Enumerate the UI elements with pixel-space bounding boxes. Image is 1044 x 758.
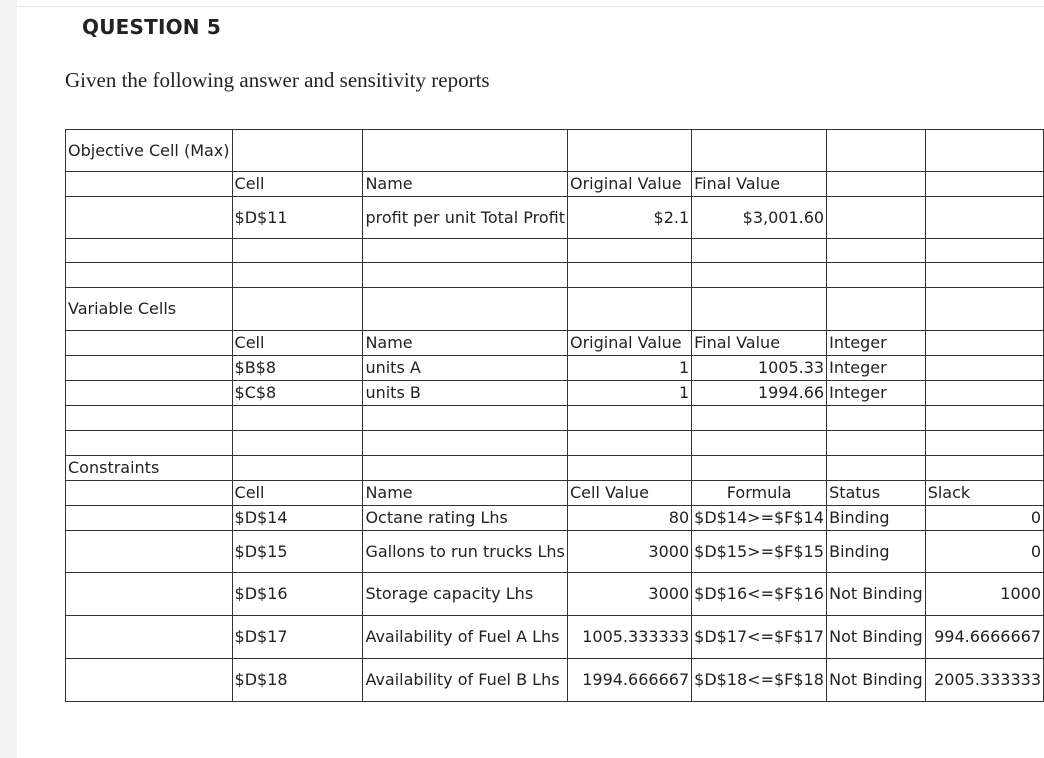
variable-final: 1994.66 bbox=[692, 381, 827, 406]
constraint-name: Octane rating Lhs bbox=[363, 506, 568, 531]
constraint-value: 1005.333333 bbox=[567, 616, 691, 659]
constraint-formula: $D$16<=$F$16 bbox=[692, 573, 827, 616]
objective-header-row bbox=[66, 172, 1044, 197]
spacer-row bbox=[66, 239, 1044, 263]
constraint-row bbox=[66, 659, 1044, 702]
objective-final: $3,001.60 bbox=[692, 197, 827, 239]
constraint-status: Not Binding bbox=[827, 573, 926, 616]
constraint-slack: 0 bbox=[925, 506, 1043, 531]
constraint-name: Storage capacity Lhs bbox=[363, 573, 568, 616]
variable-original: 1 bbox=[567, 381, 691, 406]
constraint-formula: $D$15>=$F$15 bbox=[692, 531, 827, 573]
constraint-row bbox=[66, 531, 1044, 573]
variable-original: 1 bbox=[567, 356, 691, 381]
constraint-name: Gallons to run trucks Lhs bbox=[363, 531, 568, 573]
objective-name: profit per unit Total Profit bbox=[363, 197, 568, 239]
constraint-row bbox=[66, 573, 1044, 616]
objective-section-row bbox=[66, 130, 1044, 172]
left-rail bbox=[0, 0, 17, 758]
constraint-status: Not Binding bbox=[827, 616, 926, 659]
variable-cell: $B$8 bbox=[232, 356, 363, 381]
variables-section-row bbox=[66, 288, 1044, 331]
constraint-formula: $D$17<=$F$17 bbox=[692, 616, 827, 659]
constraint-value: 80 bbox=[567, 506, 691, 531]
constraint-slack: 1000 bbox=[925, 573, 1043, 616]
variables-header-original: Original Value bbox=[567, 331, 691, 356]
variable-row bbox=[66, 356, 1044, 381]
sensitivity-report-table bbox=[65, 129, 1044, 702]
constraints-header-value: Cell Value bbox=[567, 481, 691, 506]
constraint-status: Binding bbox=[827, 506, 926, 531]
constraints-header-formula: Formula bbox=[692, 481, 827, 506]
constraint-name: Availability of Fuel A Lhs bbox=[363, 616, 568, 659]
constraint-cell: $D$16 bbox=[232, 573, 363, 616]
objective-header-cell: Cell bbox=[232, 172, 363, 197]
constraint-value: 1994.666667 bbox=[567, 659, 691, 702]
spacer-row bbox=[66, 263, 1044, 288]
objective-data-row bbox=[66, 197, 1044, 239]
constraint-slack: 994.6666667 bbox=[925, 616, 1043, 659]
constraints-header-row bbox=[66, 481, 1044, 506]
objective-cell: $D$11 bbox=[232, 197, 363, 239]
variables-header-cell: Cell bbox=[232, 331, 363, 356]
variables-header-integer: Integer bbox=[827, 331, 926, 356]
constraints-header-slack: Slack bbox=[925, 481, 1043, 506]
constraints-header-name: Name bbox=[363, 481, 568, 506]
constraint-cell: $D$17 bbox=[232, 616, 363, 659]
constraint-formula: $D$14>=$F$14 bbox=[692, 506, 827, 531]
constraint-row bbox=[66, 616, 1044, 659]
variable-name: units A bbox=[363, 356, 568, 381]
question-prompt: Given the following answer and sensitivity reports bbox=[65, 68, 490, 92]
constraints-section-row bbox=[66, 456, 1044, 481]
constraint-cell: $D$18 bbox=[232, 659, 363, 702]
constraint-name: Availability of Fuel B Lhs bbox=[363, 659, 568, 702]
variables-header-final: Final Value bbox=[692, 331, 827, 356]
spacer-row bbox=[66, 406, 1044, 431]
constraint-formula: $D$18<=$F$18 bbox=[692, 659, 827, 702]
constraint-slack: 0 bbox=[925, 531, 1043, 573]
constraints-header-status: Status bbox=[827, 481, 926, 506]
objective-header-name: Name bbox=[363, 172, 568, 197]
top-divider bbox=[17, 6, 1044, 7]
constraint-value: 3000 bbox=[567, 573, 691, 616]
variable-row bbox=[66, 381, 1044, 406]
constraint-cell: $D$15 bbox=[232, 531, 363, 573]
variable-cell: $C$8 bbox=[232, 381, 363, 406]
objective-header-original: Original Value bbox=[567, 172, 691, 197]
objective-header-final: Final Value bbox=[692, 172, 827, 197]
question-title: QUESTION 5 bbox=[82, 15, 222, 39]
variable-integer: Integer bbox=[827, 356, 926, 381]
constraint-slack: 2005.333333 bbox=[925, 659, 1043, 702]
variable-final: 1005.33 bbox=[692, 356, 827, 381]
objective-original: $2.1 bbox=[567, 197, 691, 239]
variables-header-row bbox=[66, 331, 1044, 356]
constraint-status: Not Binding bbox=[827, 659, 926, 702]
constraint-status: Binding bbox=[827, 531, 926, 573]
variables-section-label: Variable Cells bbox=[66, 288, 233, 331]
constraints-header-cell: Cell bbox=[232, 481, 363, 506]
constraint-cell: $D$14 bbox=[232, 506, 363, 531]
variables-header-name: Name bbox=[363, 331, 568, 356]
constraint-value: 3000 bbox=[567, 531, 691, 573]
constraints-section-label: Constraints bbox=[66, 456, 233, 481]
spacer-row bbox=[66, 431, 1044, 456]
variable-name: units B bbox=[363, 381, 568, 406]
constraint-row bbox=[66, 506, 1044, 531]
variable-integer: Integer bbox=[827, 381, 926, 406]
objective-section-label: Objective Cell (Max) bbox=[66, 130, 233, 172]
